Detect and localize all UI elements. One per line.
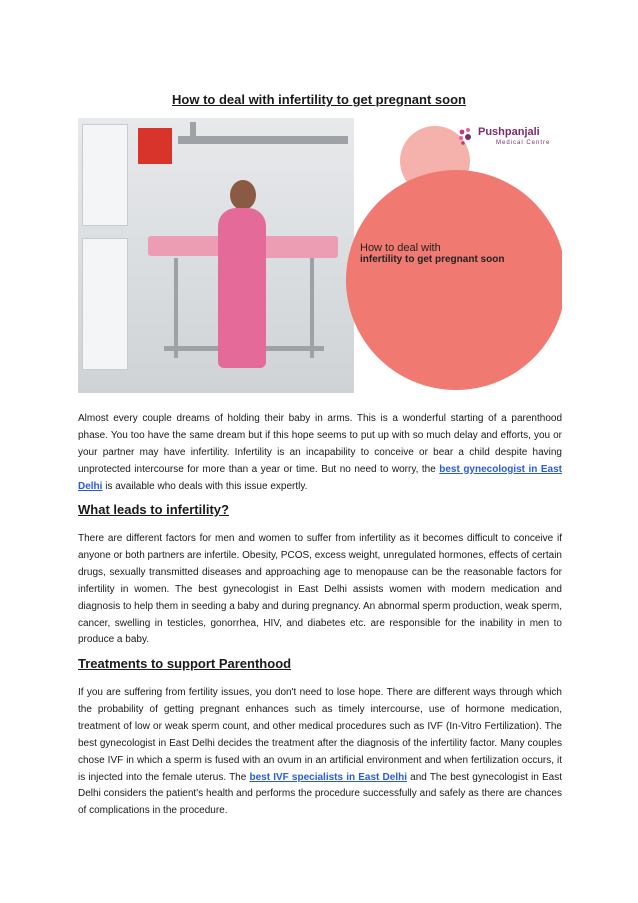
hero-headline-line1: How to deal with xyxy=(360,242,441,254)
section-heading-causes: What leads to infertility? xyxy=(78,502,229,517)
treatments-text: If you are suffering from fertility issues, you don't need to lose hope. There are different ways through which the probability of getting pregnant enhances such as timely intercourse, use of hormone medication, treatment of low or weak sperm count, and other medical procedures such as IVF (In-Vitro Fertilization). The best gynecologist in East Delhi decides the treatment after the diagnosis of the infertility factor. Many couples chose IVF in which a sperm is fused with an ovum in an artificial environment and when fertilization occurs, it is injected into the female uterus. The xyxy=(78,687,562,783)
logo-name: Pushpanjali xyxy=(478,126,540,138)
cart-leg xyxy=(174,258,178,358)
logo-icon xyxy=(456,126,478,148)
causes-paragraph: There are different factors for men and women to suffer from infertility as it becomes difficult to conceive if anyone or both partners are infertile. Obesity, PCOS, excess weight, unregulated hormones, effects of certain drugs, sexually transmitted diseases and approaching age to menopause can be the reasonable factors for infertility in women. The best gynecologist in East Delhi assists women with modern medication and diagnosis to help them in seeding a baby and during pregnancy. An abnormal sperm production, weak sperm, cancer, swelling in testicles, gonorrhea, HIV, and diabetes etc. are responsible for the inability in men to produce a baby. xyxy=(78,533,562,646)
intro-paragraph xyxy=(78,411,562,496)
document-title: How to deal with infertility to get pregnant soon xyxy=(172,92,466,107)
infant-bed-right xyxy=(258,236,338,258)
nurse-figure xyxy=(218,208,266,368)
intro-text-end: is available who deals with this issue expertly. xyxy=(102,480,308,492)
wall-cabinet-lower xyxy=(82,238,128,370)
treatments-paragraph xyxy=(78,685,562,820)
nurse-head xyxy=(230,180,256,210)
section-heading-treatments: Treatments to support Parenthood xyxy=(78,656,292,671)
nursery-photo xyxy=(78,118,354,393)
brand-logo xyxy=(456,124,562,152)
treatments-text-end: and The best gynecologist in East Delhi considers the patient's health and performs the procedure successfully and safely as there are chances of complications in the procedure. xyxy=(78,771,562,817)
warmer-bar xyxy=(178,136,348,144)
decorative-circle-large xyxy=(346,170,562,390)
wall-sign xyxy=(138,128,172,164)
infant-bed-left xyxy=(148,236,226,256)
ivf-specialists-link[interactable]: best IVF specialists in East Delhi xyxy=(249,771,407,783)
gynecologist-link[interactable]: best gynecologist in East Delhi xyxy=(78,463,562,492)
cart-leg-right xyxy=(310,258,314,358)
hero-headline xyxy=(360,242,560,265)
intro-text: Almost every couple dreams of holding their baby in arms. This is a wonderful starting of a parenthood phase. You too have the same dream but if this hope seems to put up with so much delay and efforts, you or your partner may have infertility. Infertility is an incapability to conceive or bear a child despite having unprotected intercourse for more than a year or time. But no need to worry, the xyxy=(78,413,562,475)
wall-cabinet xyxy=(82,124,128,226)
hero-image xyxy=(78,118,562,393)
logo-subtitle: Medical Centre xyxy=(496,140,551,146)
hero-headline-line2: infertility to get pregnant soon xyxy=(360,254,505,265)
